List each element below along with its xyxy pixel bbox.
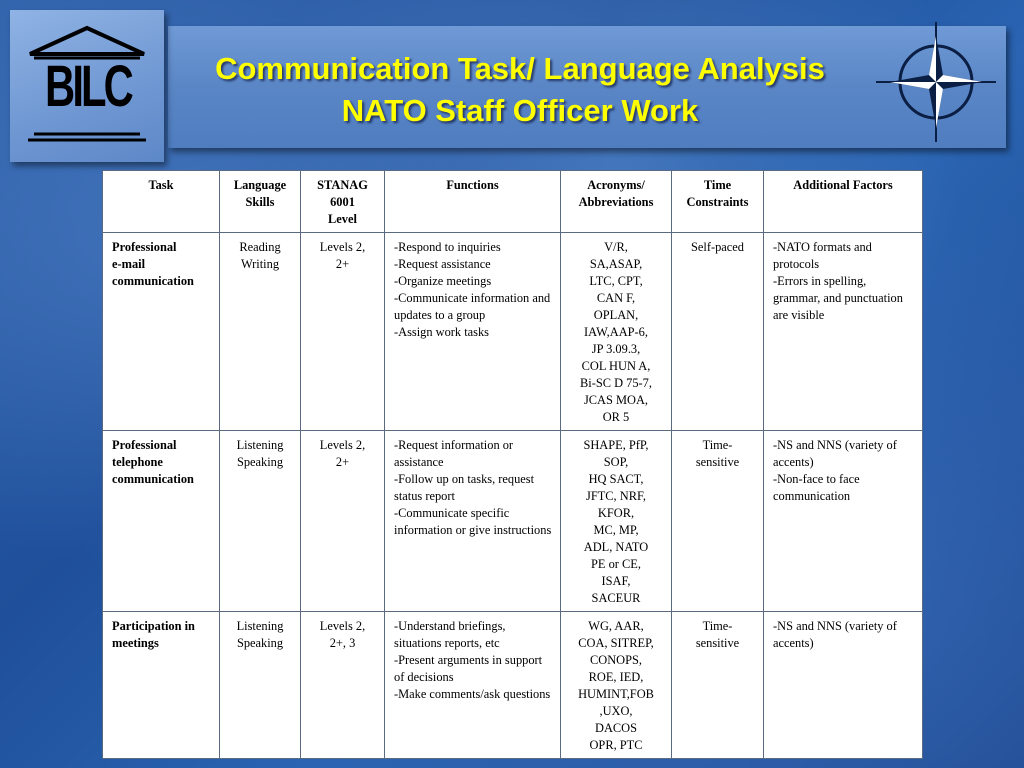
table-header-row [103, 171, 923, 233]
task-analysis-table [102, 170, 923, 759]
table-row [103, 233, 923, 431]
cell-skills: Listening Speaking [220, 431, 301, 612]
header-language-skills: Language Skills [220, 171, 301, 233]
header-functions: Functions [385, 171, 561, 233]
cell-level: Levels 2, 2+ [301, 233, 385, 431]
cell-time: Self-paced [672, 233, 764, 431]
cell-acronyms: SHAPE, PfP, SOP, HQ SACT, JFTC, NRF, KFOR, MC, MP, ADL, NATO PE or CE, ISAF, SACEUR [561, 431, 672, 612]
cell-time: Time- sensitive [672, 431, 764, 612]
cell-acronyms: WG, AAR, COA, SITREP, CONOPS, ROE, IED, HUMINT,FOB ,UXO, DACOS OPR, PTC [561, 612, 672, 759]
cell-factors: -NS and NNS (variety of accents) -Non-face to face communication [764, 431, 923, 612]
cell-functions: -Request information or assistance -Follow up on tasks, request status report -Communicate specific information or give instructions [385, 431, 561, 612]
header-task: Task [103, 171, 220, 233]
cell-functions: -Understand briefings, situations reports, etc -Present arguments in support of decisions -Make comments/ask questions [385, 612, 561, 759]
page-title-line2: NATO Staff Officer Work [341, 93, 699, 128]
header-additional-factors: Additional Factors [764, 171, 923, 233]
cell-acronyms: V/R, SA,ASAP, LTC, CPT, CAN F, OPLAN, IAW,AAP-6, JP 3.09.3, COL HUN A, Bi-SC D 75-7, JCAS MOA, OR 5 [561, 233, 672, 431]
cell-factors: -NATO formats and protocols -Errors in spelling, grammar, and punctuation are visible [764, 233, 923, 431]
cell-task: Professional e-mail communication [103, 233, 220, 431]
cell-functions: -Respond to inquiries -Request assistance -Organize meetings -Communicate information and updates to a group -Assign work tasks [385, 233, 561, 431]
cell-task: Participation in meetings [103, 612, 220, 759]
header-stanag-level: STANAG 6001 Level [301, 171, 385, 233]
logo-text: BILC [45, 54, 131, 119]
header-time-constraints: Time Constraints [672, 171, 764, 233]
nato-compass-icon [876, 22, 996, 142]
cell-skills: Listening Speaking [220, 612, 301, 759]
cell-time: Time- sensitive [672, 612, 764, 759]
cell-skills: Reading Writing [220, 233, 301, 431]
table-row [103, 612, 923, 759]
cell-level: Levels 2, 2+, 3 [301, 612, 385, 759]
header-acronyms: Acronyms/ Abbreviations [561, 171, 672, 233]
cell-factors: -NS and NNS (variety of accents) [764, 612, 923, 759]
cell-level: Levels 2, 2+ [301, 431, 385, 612]
cell-task: Professional telephone communication [103, 431, 220, 612]
table-row [103, 431, 923, 612]
page-title-line1: Communication Task/ Language Analysis [215, 51, 825, 86]
bilc-logo [10, 10, 164, 162]
